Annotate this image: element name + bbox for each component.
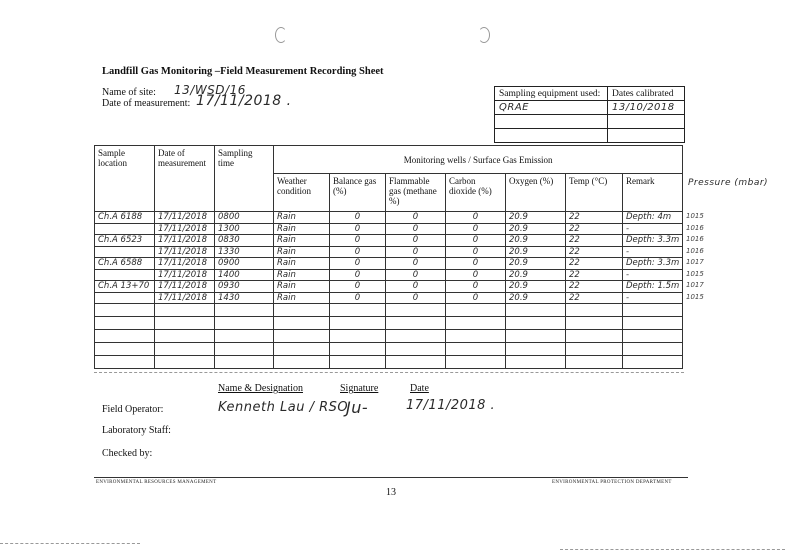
cell-carbon-dioxide: 0 — [446, 292, 506, 304]
equipment-blank-cell — [495, 129, 608, 143]
pressure-value: 1015 — [686, 269, 704, 278]
pressure-value: 1016 — [686, 246, 704, 255]
cell-remark: - — [623, 246, 683, 258]
calibration-blank-cell — [608, 129, 685, 143]
blank-row — [95, 317, 683, 330]
cell-sampling-time: 1400 — [215, 269, 274, 281]
cell-sample-location — [95, 269, 155, 281]
cell-oxygen: 20.9 — [506, 258, 566, 270]
cell-oxygen: 20.9 — [506, 212, 566, 224]
date-of-measurement-value: 17/11/2018 . — [196, 93, 292, 109]
cell-balance-gas: 0 — [330, 223, 386, 235]
site-name-label: Name of site: — [102, 87, 156, 98]
cell-weather: Rain — [274, 223, 330, 235]
cell-carbon-dioxide: 0 — [446, 223, 506, 235]
cell-weather: Rain — [274, 246, 330, 258]
checked-by-label: Checked by: — [102, 448, 153, 459]
cell-weather: Rain — [274, 269, 330, 281]
cell-oxygen: 20.9 — [506, 223, 566, 235]
cell-temp: 22 — [566, 269, 623, 281]
table-row — [95, 292, 683, 304]
cell-carbon-dioxide: 0 — [446, 235, 506, 247]
site-name-value: 13/WSD/16 — [174, 83, 246, 97]
pressure-value: 1016 — [686, 235, 704, 243]
cell-balance-gas: 0 — [330, 258, 386, 270]
cell-temp: 22 — [566, 281, 623, 293]
cell-balance-gas: 0 — [330, 212, 386, 224]
field-operator-label: Field Operator: — [102, 404, 164, 415]
equipment-blank-cell — [495, 115, 608, 129]
cell-remark: - — [623, 292, 683, 304]
dashed-divider — [94, 372, 684, 373]
header-time: Sampling time — [215, 146, 274, 212]
sheet-title: Landfill Gas Monitoring –Field Measurement Recording Sheet — [102, 66, 384, 77]
table-row — [95, 212, 683, 224]
cell-sample-location: Ch.A 6188 — [95, 212, 155, 224]
cell-remark: Depth: 1.5m — [623, 281, 683, 293]
header-balance-gas: Balance gas (%) — [330, 174, 386, 212]
cell-sample-location — [95, 292, 155, 304]
cell-sampling-time: 0800 — [215, 212, 274, 224]
cell-balance-gas: 0 — [330, 281, 386, 293]
cell-balance-gas: 0 — [330, 246, 386, 258]
cell-balance-gas: 0 — [330, 235, 386, 247]
page-number: 13 — [386, 487, 396, 498]
blank-row — [95, 304, 683, 317]
cell-sample-location: Ch.A 6523 — [95, 235, 155, 247]
laboratory-staff-label: Laboratory Staff: — [102, 425, 171, 436]
table-row — [95, 269, 683, 281]
cell-remark: - — [623, 223, 683, 235]
cell-temp: 22 — [566, 212, 623, 224]
calibration-value: 13/10/2018 — [608, 101, 685, 115]
cell-oxygen: 20.9 — [506, 292, 566, 304]
cell-carbon-dioxide: 0 — [446, 258, 506, 270]
calibration-blank-cell — [608, 115, 685, 129]
equipment-table — [494, 86, 685, 143]
cell-weather: Rain — [274, 258, 330, 270]
cell-sample-location: Ch.A 6588 — [95, 258, 155, 270]
cell-sample-location — [95, 246, 155, 258]
cell-measurement-date: 17/11/2018 — [155, 269, 215, 281]
scan-edge-left — [0, 543, 140, 544]
cell-carbon-dioxide: 0 — [446, 246, 506, 258]
header-date: Date of measurement — [155, 146, 215, 212]
table-row — [95, 246, 683, 258]
header-monitoring-group: Monitoring wells / Surface Gas Emission — [274, 146, 683, 174]
footer-rule — [94, 477, 688, 478]
cell-measurement-date: 17/11/2018 — [155, 246, 215, 258]
cell-measurement-date: 17/11/2018 — [155, 212, 215, 224]
field-operator-date: 17/11/2018 . — [406, 398, 496, 413]
cell-flammable-gas: 0 — [386, 212, 446, 224]
cell-remark: - — [623, 269, 683, 281]
blank-row — [95, 343, 683, 356]
equipment-header: Sampling equipment used: — [495, 87, 608, 101]
cell-oxygen: 20.9 — [506, 235, 566, 247]
pressure-side-header: Pressure (mbar) — [688, 178, 769, 188]
cell-flammable-gas: 0 — [386, 269, 446, 281]
header-carbon-dioxide: Carbon dioxide (%) — [446, 174, 506, 212]
cell-flammable-gas: 0 — [386, 258, 446, 270]
pressure-value: 1017 — [686, 281, 704, 289]
cell-weather: Rain — [274, 212, 330, 224]
cell-oxygen: 20.9 — [506, 246, 566, 258]
date-header: Date — [410, 383, 429, 394]
header-oxygen: Oxygen (%) — [506, 174, 566, 212]
header-weather: Weather condition — [274, 174, 330, 212]
cell-oxygen: 20.9 — [506, 269, 566, 281]
table-row — [95, 281, 683, 293]
punch-hole-left — [275, 27, 287, 43]
name-designation-header: Name & Designation — [218, 383, 303, 394]
header-remark: Remark — [623, 174, 683, 212]
cell-remark: Depth: 3.3m — [623, 235, 683, 247]
cell-temp: 22 — [566, 292, 623, 304]
cell-sampling-time: 0830 — [215, 235, 274, 247]
cell-flammable-gas: 0 — [386, 281, 446, 293]
signature-header: Signature — [340, 383, 379, 394]
footer-right: ENVIRONMENTAL PROTECTION DEPARTMENT — [552, 480, 672, 485]
cell-weather: Rain — [274, 292, 330, 304]
cell-oxygen: 20.9 — [506, 281, 566, 293]
cell-temp: 22 — [566, 235, 623, 247]
cell-sampling-time: 0930 — [215, 281, 274, 293]
cell-remark: Depth: 3.3m — [623, 258, 683, 270]
cell-measurement-date: 17/11/2018 — [155, 281, 215, 293]
cell-balance-gas: 0 — [330, 269, 386, 281]
pressure-column — [686, 212, 704, 304]
cell-measurement-date: 17/11/2018 — [155, 235, 215, 247]
cell-flammable-gas: 0 — [386, 246, 446, 258]
cell-carbon-dioxide: 0 — [446, 212, 506, 224]
pressure-value: 1015 — [686, 212, 704, 220]
footer-left: ENVIRONMENTAL RESOURCES MANAGEMENT — [96, 480, 217, 485]
cell-sampling-time: 1330 — [215, 246, 274, 258]
blank-row — [95, 356, 683, 369]
cell-sampling-time: 0900 — [215, 258, 274, 270]
table-row — [95, 258, 683, 270]
equipment-value: QRAE — [495, 101, 608, 115]
header-sample-location: Sample location — [95, 146, 155, 212]
cell-measurement-date: 17/11/2018 — [155, 223, 215, 235]
cell-flammable-gas: 0 — [386, 235, 446, 247]
cell-weather: Rain — [274, 281, 330, 293]
pressure-value: 1016 — [686, 223, 704, 232]
cell-balance-gas: 0 — [330, 292, 386, 304]
punch-hole-right — [478, 27, 490, 43]
cell-carbon-dioxide: 0 — [446, 281, 506, 293]
field-operator-name: Kenneth Lau / RSO — [218, 400, 349, 415]
calibration-header: Dates calibrated — [608, 87, 685, 101]
blank-row — [95, 330, 683, 343]
measurement-table — [94, 145, 683, 369]
cell-sampling-time: 1300 — [215, 223, 274, 235]
cell-sample-location — [95, 223, 155, 235]
pressure-value: 1015 — [686, 292, 704, 301]
table-row — [95, 235, 683, 247]
date-of-measurement-label: Date of measurement: — [102, 98, 191, 109]
cell-measurement-date: 17/11/2018 — [155, 258, 215, 270]
cell-sample-location: Ch.A 13+70 — [95, 281, 155, 293]
scan-edge-right — [560, 549, 785, 550]
cell-sampling-time: 1430 — [215, 292, 274, 304]
pressure-value: 1017 — [686, 258, 704, 266]
cell-flammable-gas: 0 — [386, 292, 446, 304]
header-flammable-gas: Flammable gas (methane %) — [386, 174, 446, 212]
cell-carbon-dioxide: 0 — [446, 269, 506, 281]
cell-temp: 22 — [566, 223, 623, 235]
cell-remark: Depth: 4m — [623, 212, 683, 224]
header-temp: Temp (°C) — [566, 174, 623, 212]
cell-measurement-date: 17/11/2018 — [155, 292, 215, 304]
cell-temp: 22 — [566, 246, 623, 258]
cell-flammable-gas: 0 — [386, 223, 446, 235]
cell-weather: Rain — [274, 235, 330, 247]
cell-temp: 22 — [566, 258, 623, 270]
table-row — [95, 223, 683, 235]
field-operator-signature: Ju- — [346, 398, 369, 417]
